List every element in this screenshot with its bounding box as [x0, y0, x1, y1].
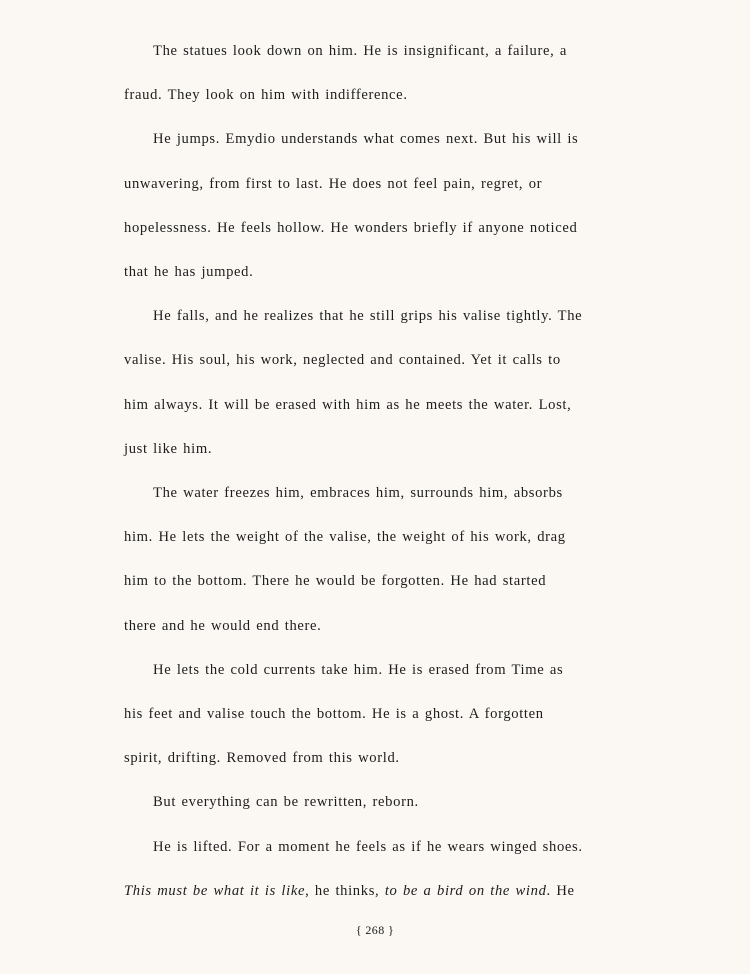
text-line: The statues look down on him. He is insignificant, a failure, a [153, 43, 568, 59]
body-text [124, 29, 624, 913]
page-number: { 268 } [355, 923, 395, 937]
plain-phrase: . He [546, 882, 575, 899]
text-line: his feet and valise touch the bottom. He is a ghost. A forgotten [124, 706, 544, 723]
text-line: spirit, drifting. Removed from this world. [124, 750, 400, 767]
text-line: But everything can be rewritten, reborn. [153, 794, 419, 811]
text-line: He lets the cold currents take him. He is erased from Time as [153, 661, 564, 678]
text-line: valise. His soul, his work, neglected and contained. Yet it calls to [124, 352, 561, 369]
plain-phrase: , he thinks, [305, 882, 385, 899]
text-line-final [124, 869, 624, 913]
text-line: hopelessness. He feels hollow. He wonders briefly if anyone noticed [124, 219, 578, 236]
text-line: unwavering, from first to last. He does not feel pain, regret, or [124, 175, 543, 192]
text-line: him to the bottom. There he would be forgotten. He had started [124, 573, 547, 590]
text-line: fraud. They look on him with indifference. [124, 87, 408, 104]
text-line: him always. It will be erased with him as he meets the water. Lost, [124, 396, 572, 413]
text-line: him. He lets the weight of the valise, the weight of his work, drag [124, 529, 566, 546]
text-line: He is lifted. For a moment he feels as if he wears winged shoes. [153, 838, 583, 855]
text-line: The water freezes him, embraces him, surrounds him, absorbs [153, 485, 563, 502]
italic-phrase: This must be what it is like [124, 882, 306, 899]
text-line: He jumps. Emydio understands what comes next. But his will is [153, 131, 579, 148]
text-line: that he has jumped. [124, 264, 254, 281]
text-line: there and he would end there. [124, 617, 322, 634]
italic-phrase: to be a bird on the wind [384, 882, 547, 899]
text-line: just like him. [124, 440, 213, 457]
text-line: He falls, and he realizes that he still grips his valise tightly. The [153, 308, 583, 325]
